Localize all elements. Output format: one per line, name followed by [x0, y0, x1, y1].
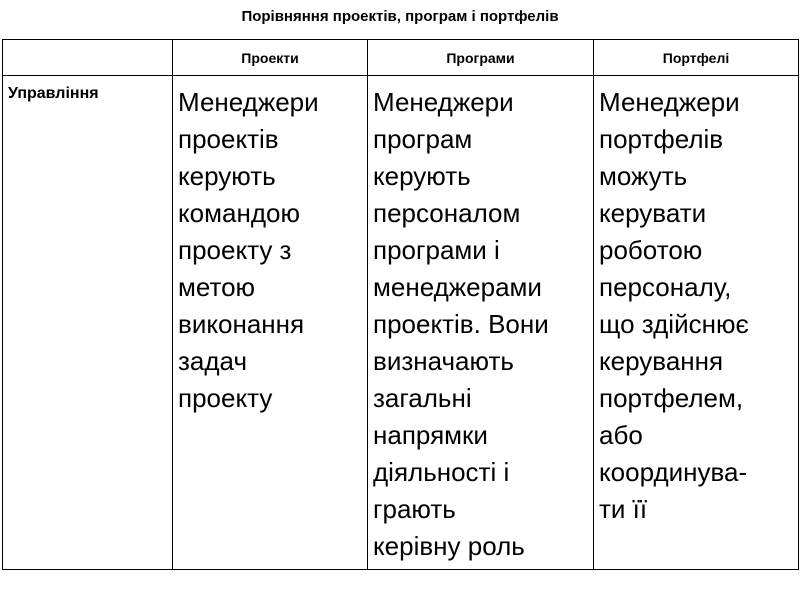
cell-projects-management: Менеджери проектів керують командою проекту з метою виконання задач проекту: [173, 76, 368, 570]
cell-portfolios-management: Менеджери портфелів можуть керувати роботою персоналу, що здійснює керування портфелем, або координува- ти її: [594, 76, 799, 570]
table-header-row: [3, 40, 799, 76]
comparison-table: [2, 39, 799, 570]
header-programs: Програми: [368, 40, 594, 76]
comparison-table-container: [2, 39, 798, 570]
page-title: Порівняння проектів, програм і портфелів: [241, 8, 559, 25]
header-portfolios: Портфелі: [594, 40, 799, 76]
row-label-management: Управління: [3, 76, 173, 570]
cell-programs-management: Менеджери програм керують персоналом програми і менеджерами проектів. Вони визначають загальні напрямки діяльності і грають керівну роль: [368, 76, 594, 570]
header-corner-cell: [3, 40, 173, 76]
header-projects: Проекти: [173, 40, 368, 76]
table-row: [3, 76, 799, 570]
